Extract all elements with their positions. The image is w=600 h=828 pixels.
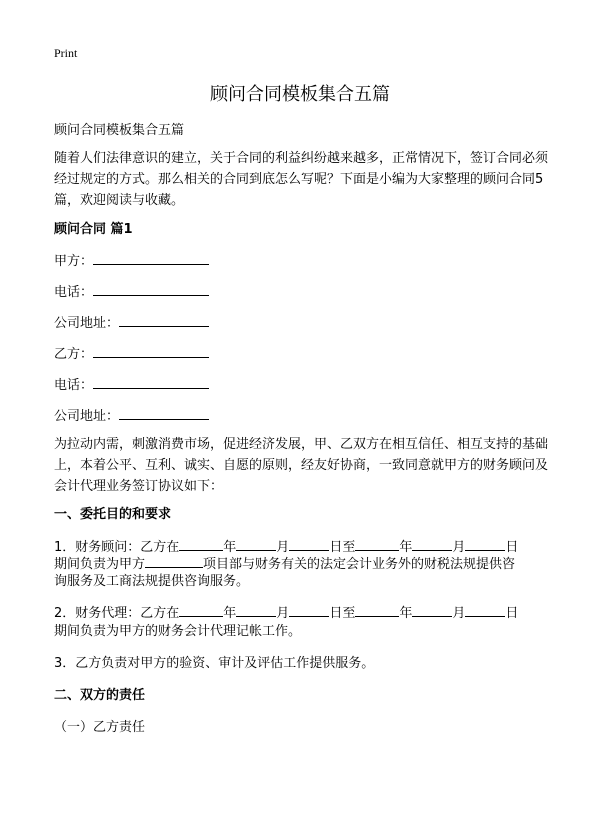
item1-line3: 询服务及工商法规提供咨询服务。	[54, 574, 250, 589]
blank-line	[93, 375, 209, 389]
document-subtitle: 顾问合同模板集合五篇	[54, 123, 185, 138]
blank-line	[93, 251, 209, 265]
item3: 3．乙方负责对甲方的验资、审计及评估工作提供服务。	[54, 656, 375, 671]
section-heading: 顾问合同 篇1	[54, 222, 133, 237]
blank-line	[93, 282, 209, 296]
subheading-party-b: （一）乙方责任	[54, 720, 146, 735]
heading-responsibilities: 二、双方的责任	[54, 688, 146, 703]
item1-line2: 期间负责为甲方 项目部与财务有关的法定会计业务外的财税法规提供咨	[54, 553, 515, 572]
field-label: 电话：	[54, 378, 94, 393]
field-label: 电话：	[54, 285, 94, 300]
party-a-field	[54, 250, 209, 269]
party-a-address-field	[54, 312, 209, 331]
purpose-paragraph: 为拉动内需，刺激消费市场，促进经济发展，甲、乙双方在相互信任、相互支持的基础上，本着公平、互利、诚实、自愿的原则，经友好协商，一致同意就甲方的财务顾问及会计代理业务签订协议如下：	[54, 437, 549, 494]
heading-entrustment: 一、委托目的和要求	[54, 507, 172, 522]
party-b-phone-field	[54, 374, 209, 393]
blank-line	[93, 344, 209, 358]
field-label: 公司地址：	[54, 409, 120, 424]
blank-line	[119, 313, 209, 327]
field-label: 乙方：	[54, 347, 94, 362]
party-b-field	[54, 343, 209, 362]
item2-line1: 2．财务代理：乙方在 年 月 日至 年 月 日	[54, 602, 518, 621]
party-b-address-field	[54, 405, 209, 424]
item1-line1: 1．财务顾问：乙方在 年 月 日至 年 月 日	[54, 536, 518, 555]
party-a-phone-field	[54, 281, 209, 300]
item2-line2: 期间负责为甲方的财务会计代理记帐工作。	[54, 624, 302, 639]
intro-paragraph: 随着人们法律意识的建立，关于合同的利益纠纷越来越多，正常情况下，签订合同必须经过规定的方式。那么相关的合同到底怎么写呢？下面是小编为大家整理的顾问合同5篇，欢迎阅读与收藏。	[54, 151, 549, 208]
field-label: 公司地址：	[54, 316, 120, 331]
blank-line	[119, 406, 209, 420]
field-label: 甲方：	[54, 254, 94, 269]
document-title: 顾问合同模板集合五篇	[210, 84, 390, 105]
print-link[interactable]: Print	[54, 46, 78, 60]
